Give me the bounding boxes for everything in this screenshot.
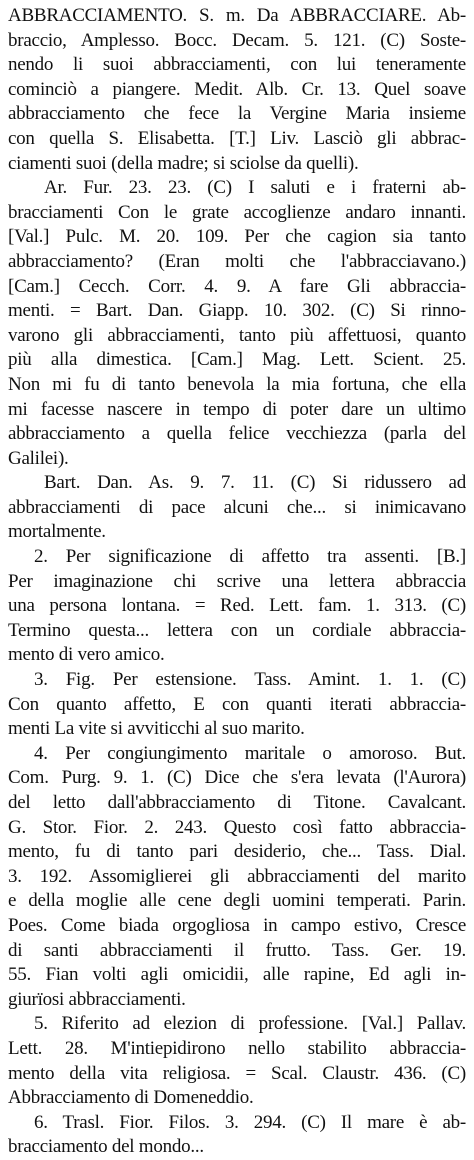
text-line: con quella S. Elisabetta. [T.] Liv. Lasciò gli abbrac- xyxy=(8,127,466,149)
text-line: Com. Purg. 9. 1. (C) Dice che s'era levata (l'Aurora) xyxy=(8,767,466,789)
text-line: abbracciamenti di pace alcuni che... si inimicavano xyxy=(8,496,466,518)
text-line: [Val.] Pulc. M. 20. 109. Per che cagion sia tanto xyxy=(8,226,466,248)
text-line: G. Stor. Fior. 2. 243. Questo così fatto abbraccia- xyxy=(8,816,466,838)
text-line: Con quanto affetto, E con quanti iterati abbraccia- xyxy=(8,693,466,715)
text-line: ABBRACCIAMENTO. S. m. Da ABBRACCIARE. Ab- xyxy=(8,5,466,26)
text-line: ciamenti suoi (della madre; si sciolse da quelli). xyxy=(8,152,359,174)
text-line: 4. Per congiungimento maritale o amoroso. But. xyxy=(34,742,466,764)
text-line: Ar. Fur. 23. 23. (C) I saluti e i fraterni ab- xyxy=(44,177,466,199)
text-line: Lett. 28. M'intiepidirono nello stabilito abbraccia- xyxy=(8,1037,466,1059)
text-line: più alla dimestica. [Cam.] Mag. Lett. Scient. 25. xyxy=(8,349,466,371)
text-line: Non mi fu di tanto benevola la mia fortuna, che ella xyxy=(8,373,466,395)
text-line: mi facesse nascere in tempo di poter dare un ultimo xyxy=(8,398,466,420)
text-line: 5. Riferito ad elezion di professione. [Val.] Pallav. xyxy=(34,1013,466,1035)
text-line: cominciò a piangere. Medit. Alb. Cr. 13. Quel soave xyxy=(8,78,466,100)
text-line: 3. Fig. Per estensione. Tass. Amint. 1. 1. (C) xyxy=(34,669,466,691)
text-line: mento di vero amico. xyxy=(8,644,165,666)
text-line: mento della vita religiosa. = Scal. Claustr. 436. (C) xyxy=(8,1062,466,1084)
text-line: del letto dall'abbracciamento di Titone. Cavalcant. xyxy=(8,792,466,813)
text-line: menti. = Bart. Dan. Giapp. 10. 302. (C) Si rinno- xyxy=(8,300,466,322)
text-line: bracciamento del mondo... xyxy=(8,1136,204,1158)
text-line: Poes. Come biada orgogliosa in campo estivo, Cresce xyxy=(8,914,466,936)
text-line: mento, fu di tanto pari desiderio, che... Tass. Dial. xyxy=(8,841,466,863)
text-line: mortalmente. xyxy=(8,521,106,543)
text-line: una persona lontana. = Red. Lett. fam. 1. 313. (C) xyxy=(8,595,466,617)
text-line: varono gli abbracciamenti, tanto più affettuosi, quanto xyxy=(8,324,466,346)
text-line: giurïosi abbracciamenti. xyxy=(8,988,186,1010)
text-line: [Cam.] Cecch. Corr. 4. 9. A fare Gli abbraccia- xyxy=(8,275,466,297)
text-line: abbracciamento che fece la Vergine Maria insieme xyxy=(8,103,466,125)
text-line: Termino questa... lettera con un cordiale abbraccia- xyxy=(8,619,466,641)
text-line: abbracciamento? (Eran molti che l'abbracciavano.) xyxy=(8,250,466,272)
text-line: e della moglie alle cene degli uomini temperati. Parin. xyxy=(8,890,466,912)
text-line: di santi abbracciamenti il frutto. Tass. Ger. 19. xyxy=(8,939,466,961)
text-line: abbracciamento a quella felice vecchiezza (parla del xyxy=(8,423,466,445)
text-line: 3. 192. Assomiglierei gli abbracciamenti del marito xyxy=(8,865,466,887)
text-line: Galilei). xyxy=(8,447,69,469)
text-line: menti La vite si avviticchi al suo marito. xyxy=(8,718,305,740)
text-line: nendo li suoi abbracciamenti, con lui teneramente xyxy=(8,54,466,76)
text-line: bracciamenti Con le grate accoglienze andaro innanti. xyxy=(8,201,466,223)
text-line: 55. Fian volti agli omicidii, alle rapine, Ed agli in- xyxy=(8,964,466,986)
text-line: Abbracciamento di Domeneddio. xyxy=(8,1087,254,1109)
text-line: Per imaginazione chi scrive una lettera abbraccia xyxy=(8,570,466,592)
text-line: Bart. Dan. As. 9. 7. 11. (C) Si ridussero ad xyxy=(44,472,466,494)
text-line: 6. Trasl. Fior. Filos. 3. 294. (C) Il mare è ab- xyxy=(34,1111,466,1133)
text-line: 2. Per significazione di affetto tra assenti. [B.] xyxy=(34,546,466,568)
text-line: braccio, Amplesso. Bocc. Decam. 5. 121. (C) Soste- xyxy=(8,29,466,51)
